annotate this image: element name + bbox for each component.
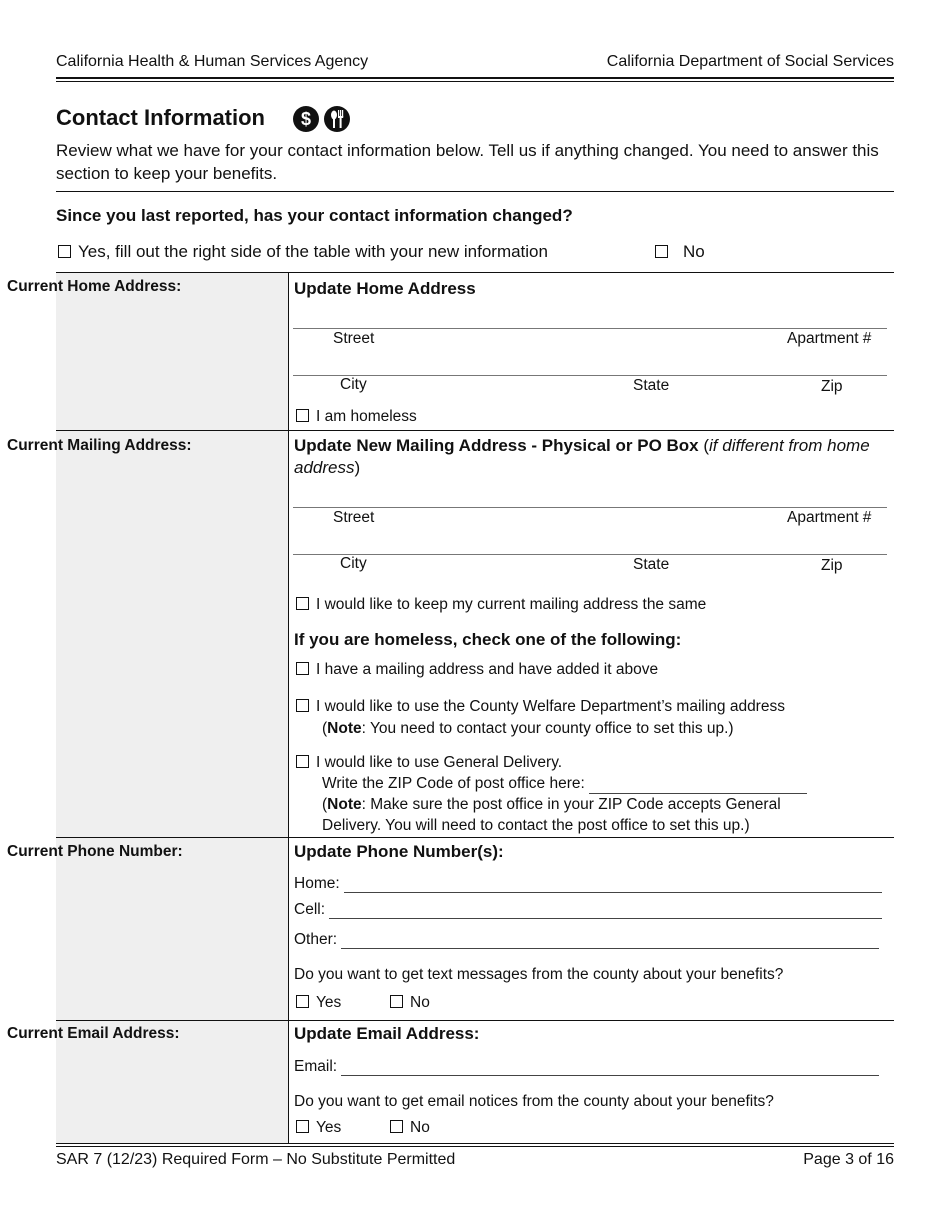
changed-yes-label: Yes, fill out the right side of the table with your new information — [78, 242, 548, 261]
phone-cell-label: Cell: — [294, 901, 326, 918]
header-rule-thin — [56, 81, 894, 82]
mailing-apartment-caption: Apartment # — [787, 509, 872, 526]
phone-other-row — [294, 931, 879, 949]
keep-mailing-option[interactable] — [296, 596, 706, 614]
county-note-bold: Note — [327, 720, 362, 737]
home-city-line[interactable] — [293, 375, 887, 376]
home-street-caption: Street — [333, 330, 375, 347]
county-note: : You need to contact your county office to set this up.) — [361, 720, 734, 737]
row-divider-email — [56, 1020, 894, 1021]
text-messages-question: Do you want to get text messages from the county about your benefits? — [294, 966, 784, 983]
update-mailing-note: if different from home address — [294, 436, 870, 477]
text-yes-checkbox[interactable] — [296, 995, 309, 1008]
homeless-label: I am homeless — [316, 408, 417, 425]
changed-no-checkbox[interactable] — [655, 245, 668, 258]
phone-cell-row — [294, 901, 882, 919]
mailing-street-line[interactable] — [293, 507, 887, 508]
text-yes-label: Yes — [316, 994, 342, 1011]
homeless-checkbox[interactable] — [296, 409, 309, 422]
current-email-label: Current Email Address: — [7, 1025, 180, 1042]
intro-divider — [56, 191, 894, 192]
current-phone-label: Current Phone Number: — [7, 843, 183, 860]
svg-text:$: $ — [300, 109, 312, 129]
home-street-line[interactable] — [293, 328, 887, 329]
text-no-option[interactable] — [390, 994, 430, 1012]
general-delivery-note-2: Delivery. You will need to contact the post office to set this up.) — [322, 817, 750, 834]
home-city-caption: City — [340, 376, 367, 393]
food-fork-spoon-icon — [324, 106, 350, 132]
current-mailing-address-label: Current Mailing Address: — [7, 437, 192, 454]
phone-home-label: Home: — [294, 875, 340, 892]
email-yes-option[interactable] — [296, 1119, 341, 1137]
row-divider-mailing — [56, 430, 894, 431]
phone-other-label: Other: — [294, 931, 338, 948]
home-apartment-caption: Apartment # — [787, 330, 872, 347]
homeless-opt-county-address[interactable]: I would like to use the County Welfare Department’s mailing address (Note: You need to contact your county office to set this up.) — [296, 696, 785, 740]
home-zip-caption: Zip — [821, 378, 843, 395]
changed-question: Since you last reported, has your contact information changed? — [56, 206, 573, 225]
general-delivery-note-bold: Note — [327, 796, 362, 813]
keep-mailing-label: I would like to keep my current mailing address the same — [316, 596, 707, 613]
phone-home-row — [294, 875, 882, 893]
phone-home-field[interactable] — [344, 878, 882, 893]
agency-name: California Health & Human Services Agency — [56, 53, 369, 70]
text-no-checkbox[interactable] — [390, 995, 403, 1008]
text-no-label: No — [410, 994, 430, 1011]
column-divider — [288, 272, 289, 1144]
update-mailing-heading: Update New Mailing Address - Physical or PO Box (if different from home address) — [294, 436, 870, 477]
email-yes-label: Yes — [316, 1119, 342, 1136]
changed-yes-option[interactable] — [58, 242, 548, 262]
general-delivery-checkbox[interactable] — [296, 755, 309, 768]
county-address-checkbox[interactable] — [296, 699, 309, 712]
dollar-icon — [293, 106, 319, 132]
homeless-opt-own-address[interactable] — [296, 661, 658, 679]
email-no-checkbox[interactable] — [390, 1120, 403, 1133]
email-no-option[interactable] — [390, 1119, 430, 1137]
email-row — [294, 1058, 879, 1076]
mailing-street-caption: Street — [333, 509, 375, 526]
table-top-border — [56, 272, 894, 273]
intro-text: Review what we have for your contact information below. Tell us if anything changed. You need to answer this section to keep your benefits. — [56, 141, 879, 183]
page-title: Contact Information — [56, 105, 265, 130]
header-rule — [56, 77, 894, 79]
general-delivery-zip-field[interactable] — [589, 779, 807, 794]
mailing-city-line[interactable] — [293, 554, 887, 555]
current-info-column — [56, 272, 288, 1144]
mailing-state-caption: State — [633, 556, 670, 573]
row-divider-phone — [56, 837, 894, 838]
keep-mailing-checkbox[interactable] — [296, 597, 309, 610]
homeless-opt-general-delivery[interactable]: I would like to use General Delivery. Write the ZIP Code of post office here: (Note: Make sure the post office in your ZIP Code accepts General Delivery. You will need to contact the post office to set this up.) — [296, 752, 807, 836]
update-home-heading: Update Home Address — [294, 279, 476, 298]
changed-no-option[interactable] — [655, 242, 705, 262]
update-phone-heading: Update Phone Number(s): — [294, 842, 504, 861]
homeless-heading: If you are homeless, check one of the following: — [294, 630, 682, 649]
department-name: California Department of Social Services — [606, 53, 894, 70]
county-address-label: I would like to use the County Welfare Department’s mailing address — [316, 698, 785, 715]
general-delivery-note-1: : Make sure the post office in your ZIP Code accepts General — [361, 796, 781, 813]
changed-no-label: No — [683, 242, 705, 261]
email-notices-question: Do you want to get email notices from the county about your benefits? — [294, 1093, 774, 1110]
home-state-caption: State — [633, 377, 670, 394]
text-yes-option[interactable] — [296, 994, 341, 1012]
own-address-checkbox[interactable] — [296, 662, 309, 675]
email-yes-checkbox[interactable] — [296, 1120, 309, 1133]
update-email-heading: Update Email Address: — [294, 1024, 480, 1043]
general-delivery-label: I would like to use General Delivery. — [316, 754, 563, 771]
homeless-option[interactable] — [296, 408, 417, 426]
email-label: Email: — [294, 1058, 338, 1075]
own-address-label: I have a mailing address and have added it above — [316, 661, 659, 678]
mailing-zip-caption: Zip — [821, 557, 843, 574]
phone-cell-field[interactable] — [329, 904, 882, 919]
email-field[interactable] — [341, 1061, 879, 1076]
changed-yes-checkbox[interactable] — [58, 245, 71, 258]
page-number: Page 3 of 16 — [803, 1151, 894, 1168]
phone-other-field[interactable] — [341, 934, 879, 949]
mailing-city-caption: City — [340, 555, 367, 572]
email-no-label: No — [410, 1119, 430, 1136]
table-bottom-border — [56, 1143, 894, 1144]
general-delivery-zip-label: Write the ZIP Code of post office here: — [322, 775, 585, 792]
form-id: SAR 7 (12/23) Required Form – No Substitute Permitted — [56, 1151, 456, 1168]
current-home-address-label: Current Home Address: — [7, 278, 182, 295]
table-bottom-border-2 — [56, 1146, 894, 1147]
update-mailing-heading-text: Update New Mailing Address - Physical or PO Box — [294, 436, 699, 455]
